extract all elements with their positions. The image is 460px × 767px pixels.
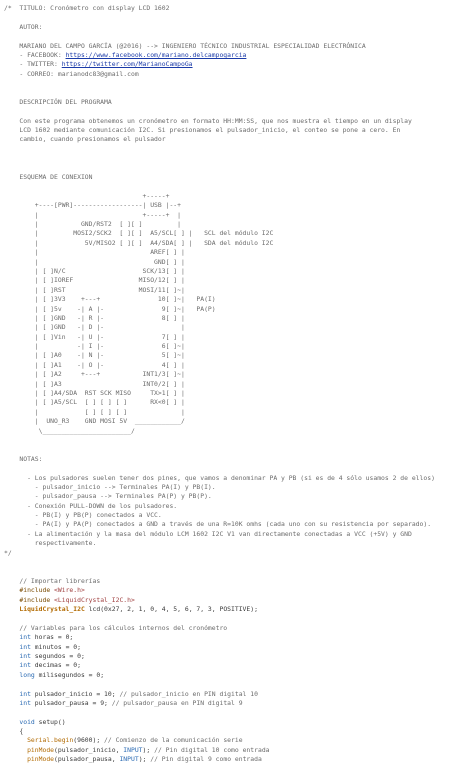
- comment-line: | [ ]5v -| A |- 9[ ]~| PA(P): [4, 304, 216, 313]
- comment-line: - Los pulsadores suelen tener dos pines, que vamos a denominar PA y PB (si es de 4 sólo usamos 2 de ellos): [4, 473, 435, 482]
- comment-line: DESCRIPCIÓN DEL PROGRAMA: [4, 97, 112, 106]
- twitter-line: [4, 60, 460, 69]
- comment-line: | [ ] [ ] [ ] |: [4, 407, 185, 416]
- comment-line: | -| I |- 6[ ]~|: [4, 342, 185, 351]
- var-decl: segundos = 0;: [30, 651, 85, 660]
- comment-line: | [ ]IOREF MISO/12[ ] |: [4, 276, 185, 285]
- comment-import-libs: // Importar librerías: [4, 576, 101, 585]
- var-type: int: [4, 698, 31, 707]
- inline-comment: // pulsador_pausa en PIN digital 9: [111, 698, 243, 707]
- include-lcd: [4, 596, 460, 605]
- comment-line: [4, 445, 460, 454]
- var-type: int: [4, 633, 31, 642]
- comment-line: - La alimentación y la masa del módulo LCM 1602 I2C V1 van directamente conectadas a VCC (+5V) y GND: [4, 529, 412, 538]
- comment-line: | +-----+ |: [4, 210, 181, 219]
- var-line: [4, 661, 460, 670]
- header-comment-block: [4, 4, 460, 51]
- var-line: [4, 671, 460, 680]
- open-brace: {: [4, 727, 24, 736]
- comment-line: | AREF[ ] |: [4, 248, 185, 257]
- input-constant: INPUT: [119, 755, 139, 764]
- comment-line: | [ ]N/C SCK/13[ ] |: [4, 266, 185, 275]
- facebook-link[interactable]: https://www.facebook.com/mariano.delcampogarcia: [65, 50, 247, 59]
- comment-line: | GND[ ] |: [4, 257, 185, 266]
- facebook-line: [4, 51, 460, 60]
- comment-line: | [ ]RST MOSI/11[ ]~|: [4, 285, 185, 294]
- pin-pausa-decl: [4, 699, 460, 708]
- comment-line: | [ ]A1 -| O |- 4[ ] |: [4, 360, 185, 369]
- include-wire-header: <Wire.h>: [54, 586, 85, 595]
- comment-line: | [ ]A0 -| N |- 5[ ]~|: [4, 351, 185, 360]
- var-type: int: [4, 642, 31, 651]
- inline-comment: // pulsador_inicio en PIN digital 10: [119, 689, 258, 698]
- include-keyword: #include: [4, 595, 55, 604]
- comment-line: LCD 1602 mediante comunicación I2C. Si presionamos el pulsador_inicio, el conteo se pone a cero. En: [4, 126, 401, 135]
- email-line: - CORREO: marianodc83@gmail.com: [4, 69, 139, 78]
- comment-line: | 5V/MISO2 [ ][ ] A4/SDA[ ] | SDA del módulo I2C: [4, 238, 274, 247]
- pinmode-args: (pulsador_inicio,: [54, 745, 124, 754]
- comment-line: ESQUEMA DE CONEXION: [4, 173, 93, 182]
- blank-line: [4, 680, 460, 689]
- comment-line: | [ ]GND -| R |- 8[ ] |: [4, 313, 185, 322]
- comment-line: | [ ]3V3 +---+ 10[ ]~| PA(I): [4, 295, 216, 304]
- comment-line: [4, 567, 460, 576]
- input-constant: INPUT: [123, 745, 143, 754]
- comment-line: - pulsador_pausa --> Terminales PA(P) y PB(P).: [4, 492, 212, 501]
- description-comment-block: [4, 79, 460, 577]
- comment-line: MARIANO DEL CAMPO GARCÍA (@2016) --> INGENIERO TÉCNICO INDUSTRIAL ESPECIALIDAD ELECTRÓNICA: [4, 41, 366, 50]
- inline-comment: // Pin digital 9 como entrada: [150, 755, 262, 764]
- comment-line: [4, 154, 460, 163]
- include-keyword: #include: [4, 586, 55, 595]
- comment-line: [4, 436, 460, 445]
- comment-line: [4, 79, 460, 88]
- inline-comment: // Pin digital 10 como entrada: [154, 745, 270, 754]
- comment-line: | GND/RST2 [ ][ ] |: [4, 219, 181, 228]
- comment-line: [4, 89, 460, 98]
- comment-variables: // Variables para los cálculos internos del cronómetro: [4, 623, 228, 632]
- comment-line: /* TITULO: Cronómetro con display LCD 1602: [4, 4, 170, 12]
- serial-begin-line: [4, 736, 460, 745]
- comment-line: - PA(I) y PA(P) conectados a GND a través de una R=10K omhs (cada uno con su resistencia por separado).: [4, 520, 432, 529]
- blank-line: [4, 614, 460, 623]
- pin-inicio-decl: [4, 690, 460, 699]
- serial-args: (9600);: [73, 736, 105, 745]
- comment-line: [4, 145, 460, 154]
- comment-line: | MOSI2/SCK2 [ ][ ] A5/SCL[ ] | SCL del módulo I2C: [4, 229, 274, 238]
- comment-line: | [ ]Vin -| U |- 7[ ] |: [4, 332, 185, 341]
- comment-line: +----[PWR]------------------| USB |--+: [4, 201, 181, 210]
- var-decl: pulsador_inicio = 10;: [30, 689, 120, 698]
- var-decl: minutos = 0;: [30, 642, 81, 651]
- setup-name: setup(): [34, 717, 66, 726]
- comment-line: Con este programa obtenemos un cronómetro en formato HH:MM:SS, que nos muestra el tiempo en un display: [4, 116, 412, 125]
- comment-line: - Conexión PULL-DOWN de los pulsadores.: [4, 501, 178, 510]
- comment-line: NOTAS:: [4, 454, 43, 463]
- comment-line: cambio, cuando presionamos el pulsador: [4, 135, 166, 144]
- comment-line: */: [4, 548, 12, 557]
- var-decl: pulsador_pausa = 9;: [30, 698, 112, 707]
- include-wire: [4, 586, 460, 595]
- lcd-constructor-args: lcd(0x27, 2, 1, 0, 4, 5, 6, 7, 3, POSITIVE);: [84, 605, 258, 613]
- comment-line: [4, 32, 460, 41]
- comment-line: - pulsador_inicio --> Terminales PA(I) y PB(I).: [4, 482, 216, 491]
- lcd-class-name: LiquidCrystal_I2C: [4, 605, 85, 613]
- pinmode-inicio-line: [4, 746, 460, 755]
- comment-line: AUTOR:: [4, 22, 43, 31]
- var-line: [4, 652, 460, 661]
- var-decl: horas = 0;: [30, 633, 74, 642]
- pinmode-end: );: [138, 755, 151, 764]
- comment-line: | [ ]A5/SCL [ ] [ ] [ ] RX<0[ ] |: [4, 398, 185, 407]
- setup-signature: [4, 718, 460, 727]
- facebook-label: - FACEBOOK:: [4, 50, 66, 59]
- pinmode-end: );: [142, 745, 155, 754]
- var-type: int: [4, 661, 31, 670]
- comment-line: +-----+: [4, 191, 170, 200]
- var-type: int: [4, 689, 31, 698]
- var-line: [4, 633, 460, 642]
- pinmode-args: (pulsador_pausa,: [54, 755, 120, 764]
- comment-line: [4, 464, 460, 473]
- var-type: long: [4, 670, 35, 679]
- comment-line: [4, 13, 460, 22]
- include-lcd-header: <LiquidCrystal_I2C.h>: [54, 595, 135, 604]
- comment-line: respectivamente.: [4, 539, 97, 548]
- pinmode-function: pinMode: [4, 745, 55, 754]
- twitter-label: - TWITTER:: [4, 60, 62, 69]
- comment-line: [4, 182, 460, 191]
- pinmode-function: pinMode: [4, 755, 55, 764]
- blank-line: [4, 708, 460, 717]
- pinmode-pausa-line: [4, 755, 460, 764]
- var-type: int: [4, 651, 31, 660]
- comment-line: [4, 164, 460, 173]
- comment-line: - PB(I) y PB(P) conectados a VCC.: [4, 511, 162, 520]
- comment-line: | UNO_R3 GND MOSI 5V ____________/: [4, 417, 185, 426]
- inline-comment: // Comienzo de la comunicación serie: [104, 736, 243, 745]
- void-keyword: void: [4, 717, 35, 726]
- var-decl: milisegundos = 0;: [34, 670, 105, 679]
- lcd-declaration: [4, 605, 460, 614]
- serial-object: Serial: [4, 736, 51, 745]
- comment-line: | [ ]GND -| D |- |: [4, 323, 185, 332]
- comment-line: [4, 107, 460, 116]
- twitter-link[interactable]: https://twitter.com/MarianoCampoGa: [61, 60, 193, 69]
- var-line: [4, 643, 460, 652]
- var-decl: decimas = 0;: [30, 661, 81, 670]
- comment-line: \_______________________/: [4, 426, 135, 435]
- comment-line: | [ ]A2 +---+ INT1/3[ ]~|: [4, 370, 185, 379]
- comment-line: | [ ]A3 INT0/2[ ] |: [4, 379, 185, 388]
- comment-line: [4, 558, 460, 567]
- comment-line: | [ ]A4/SDA RST SCK MISO TX>1[ ] |: [4, 389, 185, 398]
- serial-begin-call: .begin: [50, 736, 74, 745]
